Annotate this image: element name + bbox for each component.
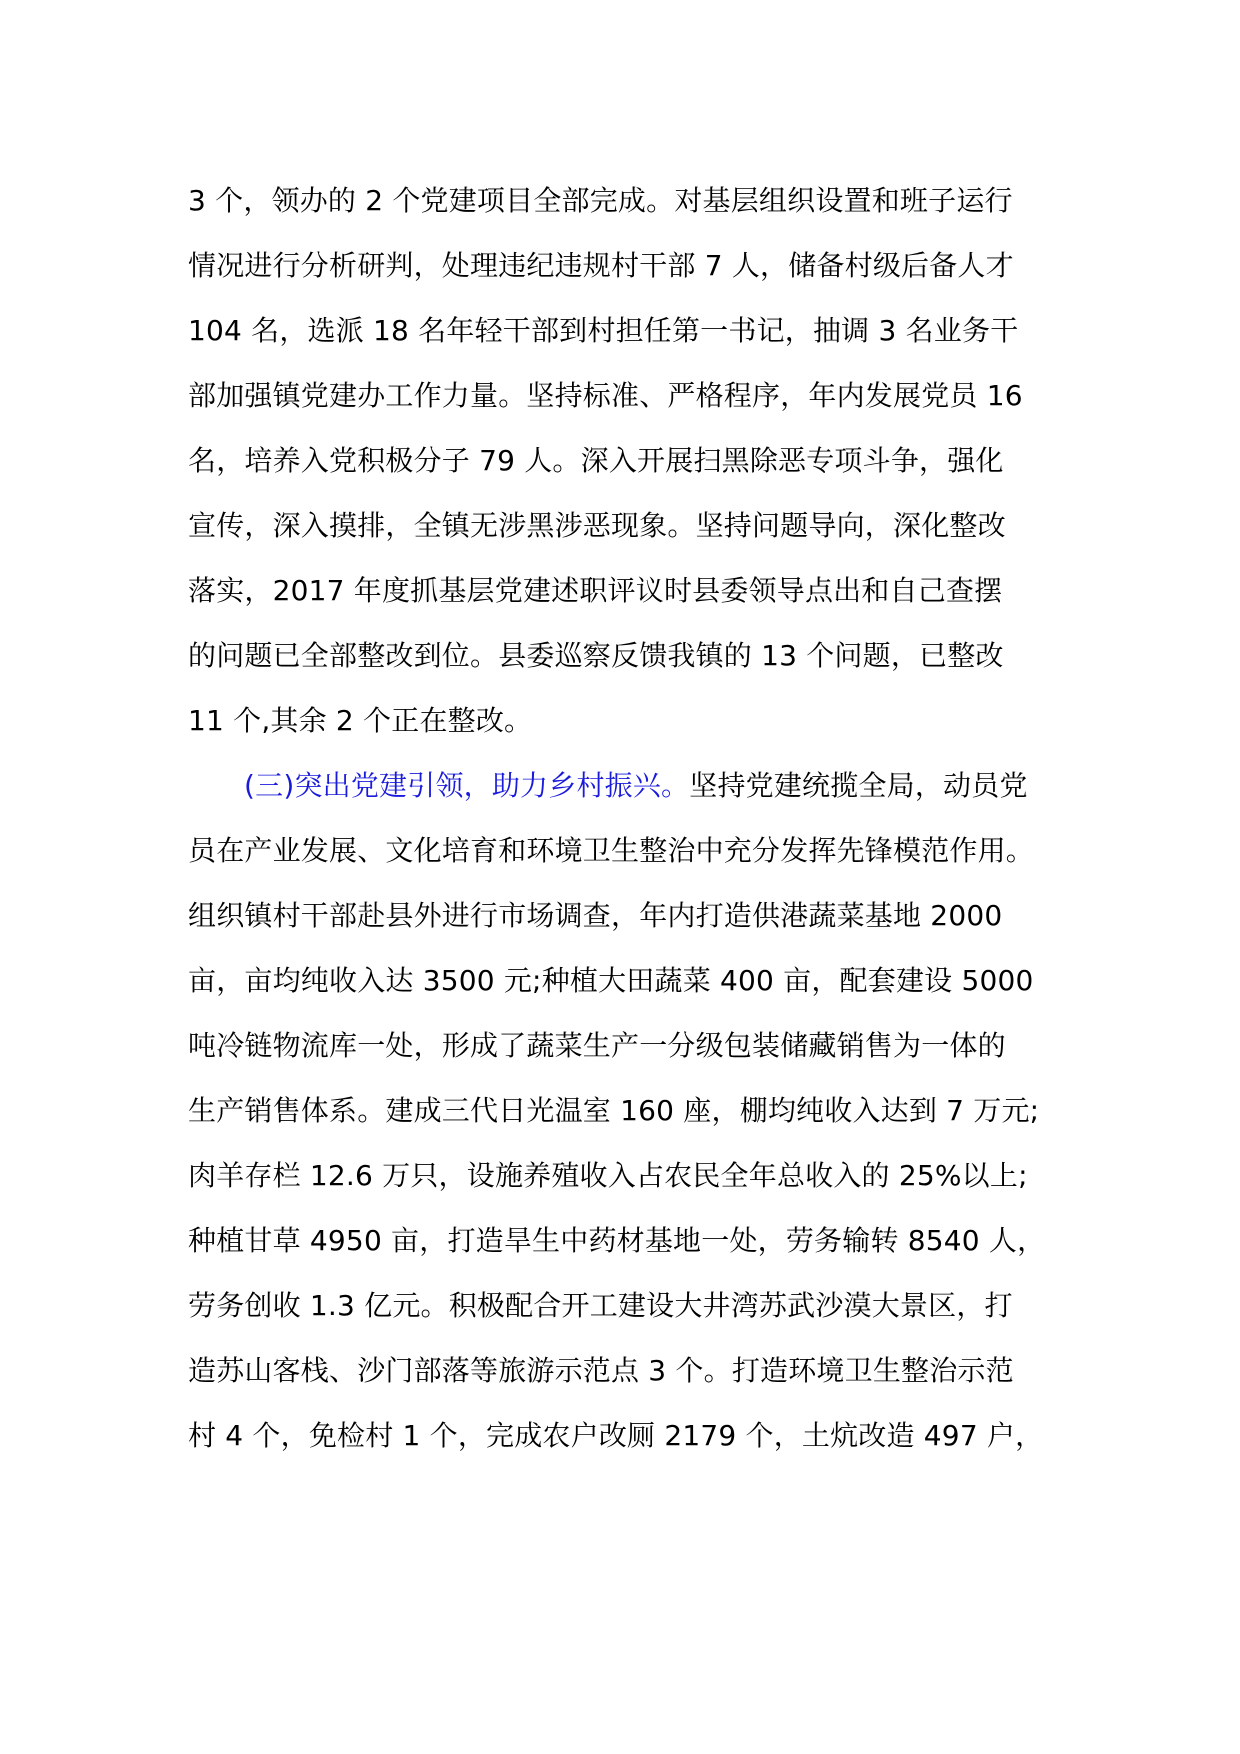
text-line: 3 个，领办的 2 个党建项目全部完成。对基层组织设置和班子运行 [188, 184, 1013, 217]
text-line: 部加强镇党建办工作力量。坚持标准、严格程序，年内发展党员 16 [188, 379, 1023, 412]
text-line: 造苏山客栈、沙门部落等旅游示范点 3 个。打造环境卫生整治示范 [188, 1354, 1014, 1387]
text-line: 的问题已全部整改到位。县委巡察反馈我镇的 13 个问题，已整改 [188, 639, 1004, 672]
text-line: 104 名，选派 18 名年轻干部到村担任第一书记，抽调 3 名业务干 [188, 314, 1019, 347]
text-line: 吨冷链物流库一处，形成了蔬菜生产一分级包装储藏销售为一体的 [188, 1029, 1006, 1062]
section-heading: (三)突出党建引领，助力乡村振兴。 [244, 769, 690, 802]
text-line: 情况进行分析研判，处理违纪违规村干部 7 人，储备村级后备人才 [188, 249, 1014, 282]
text-line: 劳务创收 1.3 亿元。积极配合开工建设大井湾苏武沙漠大景区，打 [188, 1289, 1013, 1322]
text-line-continuation: 坚持党建统揽全局，动员党 [689, 769, 1028, 802]
text-line: 种植甘草 4950 亩，打造旱生中药材基地一处，劳务输转 8540 人， [188, 1224, 1046, 1257]
text-line: 村 4 个，免检村 1 个，完成农户改厕 2179 个，土炕改造 497 户， [188, 1419, 1044, 1452]
text-line: 宣传，深入摸排，全镇无涉黑涉恶现象。坚持问题导向，深化整改 [188, 509, 1006, 542]
text-line: 亩，亩均纯收入达 3500 元;种植大田蔬菜 400 亩，配套建设 5000 [188, 964, 1034, 997]
text-line-first [188, 753, 1068, 818]
text-line: 名，培养入党积极分子 79 人。深入开展扫黑除恶专项斗争，强化 [188, 444, 1004, 477]
text-line: 落实，2017 年度抓基层党建述职评议时县委领导点出和自己查摆 [188, 574, 1003, 607]
paragraph-rural-revitalization [188, 753, 1068, 1468]
document-body [188, 168, 1068, 1468]
text-line: 员在产业发展、文化培育和环境卫生整治中充分发挥先锋模范作用。 [188, 834, 1035, 867]
paragraph-party-building-results [188, 168, 1068, 753]
text-line: 组织镇村干部赴县外进行市场调查，年内打造供港蔬菜基地 2000 [188, 899, 1003, 932]
text-line: 生产销售体系。建成三代日光温室 160 座，棚均纯收入达到 7 万元; [188, 1094, 1040, 1127]
text-line: 肉羊存栏 12.6 万只，设施养殖收入占农民全年总收入的 25%以上; [188, 1159, 1028, 1192]
text-line: 11 个,其余 2 个正在整改。 [188, 704, 533, 737]
